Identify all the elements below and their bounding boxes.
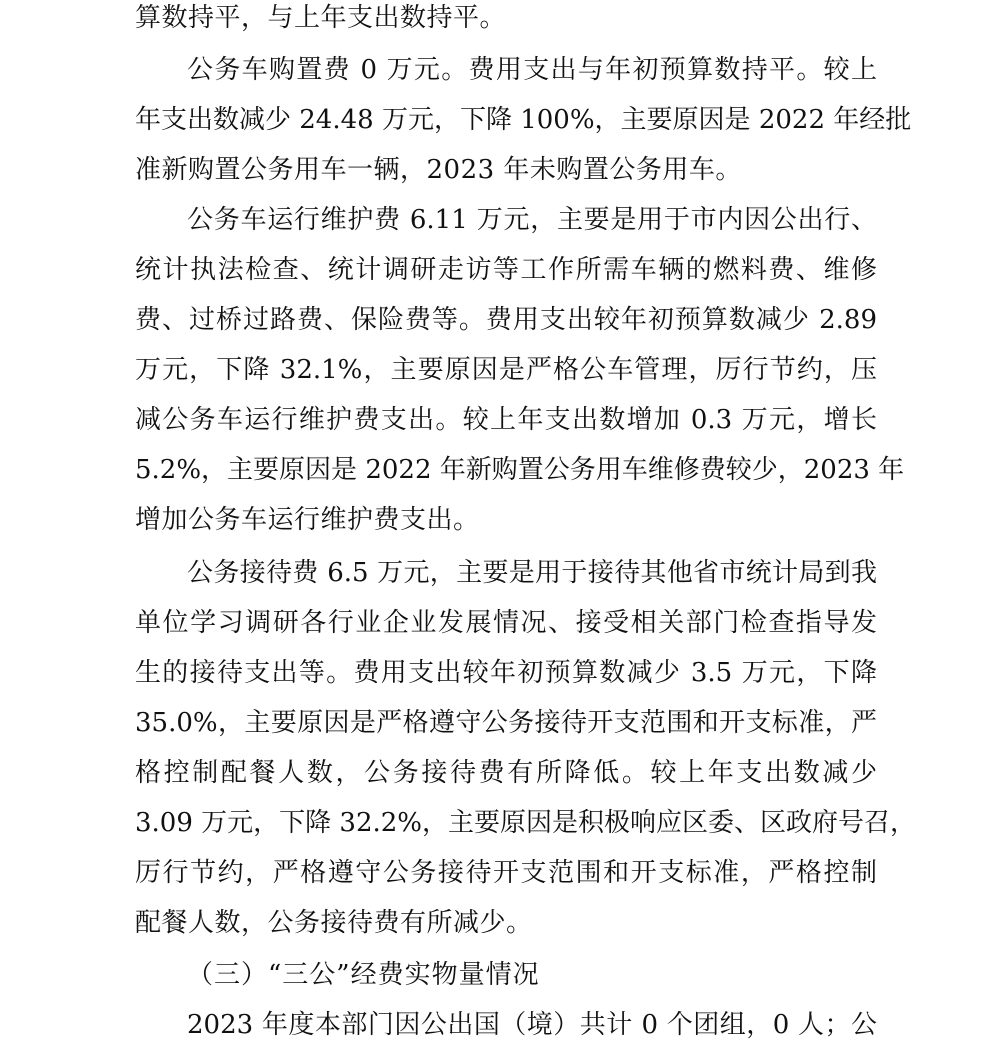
section-heading: （三）“三公”经费实物量情况 (187, 960, 540, 990)
paragraph-line: 配餐人数，公务接待费有所减少。 (135, 908, 533, 938)
paragraph-line: 35.0%，主要原因是严格遵守公务接待开支范围和开支标准，严 (135, 708, 877, 738)
paragraph-line: 万元，下降 32.1%，主要原因是严格公车管理，厉行节约，压 (135, 355, 877, 385)
paragraph-line: 年支出数减少 24.48 万元，下降 100%，主要原因是 2022 年经批 (135, 105, 912, 135)
paragraph-line: 生的接待支出等。费用支出较年初预算数减少 3.5 万元，下降 (135, 658, 877, 688)
paragraph-line: 3.09 万元，下降 32.2%，主要原因是积极响应区委、区政府号召， (135, 808, 917, 838)
paragraph-line: 准新购置公务用车一辆，2023 年未购置公务用车。 (135, 155, 742, 185)
paragraph-line: 公务车运行维护费 6.11 万元，主要是用于市内因公出行、 (187, 205, 877, 235)
paragraph-line: 增加公务车运行维护费支出。 (135, 505, 480, 535)
paragraph-line: 5.2%，主要原因是 2022 年新购置公务用车维修费较少，2023 年 (135, 455, 905, 485)
paragraph-line: 格控制配餐人数，公务接待费有所降低。较上年支出数减少 (135, 758, 877, 788)
paragraph-line: 算数持平，与上年支出数持平。 (135, 3, 507, 33)
paragraph-line: 厉行节约，严格遵守公务接待开支范围和开支标准，严格控制 (135, 858, 877, 888)
paragraph-line: 费、过桥过路费、保险费等。费用支出较年初预算数减少 2.89 (135, 305, 877, 335)
paragraph-line: 公务车购置费 0 万元。费用支出与年初预算数持平。较上 (187, 55, 877, 85)
paragraph-line: 公务接待费 6.5 万元，主要是用于接待其他省市统计局到我 (187, 558, 877, 588)
paragraph-line: 减公务车运行维护费支出。较上年支出数增加 0.3 万元，增长 (135, 405, 877, 435)
paragraph-line: 2023 年度本部门因公出国（境）共计 0 个团组，0 人；公 (187, 1010, 877, 1040)
paragraph-line: 统计执法检查、统计调研走访等工作所需车辆的燃料费、维修 (135, 255, 877, 285)
paragraph-line: 单位学习调研各行业企业发展情况、接受相关部门检查指导发 (135, 608, 877, 638)
